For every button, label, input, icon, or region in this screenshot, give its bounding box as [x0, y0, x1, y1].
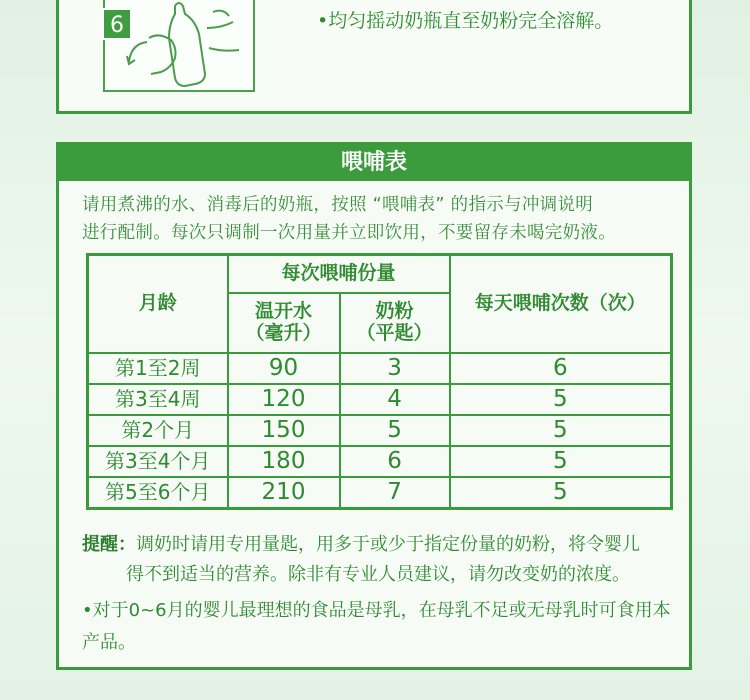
table-row: [88, 384, 672, 415]
reminder-label: 提醒：: [82, 534, 136, 555]
table-row: [88, 477, 672, 509]
step-number-badge: 6: [102, 8, 132, 40]
cell-water: 210: [228, 477, 340, 509]
header-water: [228, 293, 340, 353]
cell-age: 第3至4个月: [88, 446, 228, 477]
header-water-label: 温开水: [254, 299, 312, 322]
cell-powder: 4: [340, 384, 450, 415]
header-daily-times: 每天喂哺次数（次）: [450, 255, 672, 353]
cell-water: 180: [228, 446, 340, 477]
cell-times: 5: [450, 446, 672, 477]
cell-age: 第3至4周: [88, 384, 228, 415]
cell-water: 150: [228, 415, 340, 446]
reminder-line-1: 调奶时请用专用量匙，用多于或少于指定份量的奶粉，将令婴儿: [136, 534, 640, 555]
table-row: [88, 353, 672, 384]
step-card: [56, 0, 692, 114]
breastfeeding-note: •对于0~6月的婴儿最理想的食品是母乳，在母乳不足或无母乳时可食用本产品。: [82, 600, 671, 653]
header-water-unit: （毫升）: [245, 321, 322, 344]
feeding-chart-title: 喂哺表: [59, 145, 689, 181]
hand-shaking-bottle-icon: [105, 0, 253, 90]
cell-age: 第2个月: [88, 415, 228, 446]
cell-age: 第1至2周: [88, 353, 228, 384]
cell-powder: 6: [340, 446, 450, 477]
intro-line-2: 进行配制。每次只调制一次用量并立即饮用，不要留存未喝完奶液。: [82, 223, 616, 243]
cell-water: 90: [228, 353, 340, 384]
cell-powder: 7: [340, 477, 450, 509]
cell-times: 5: [450, 384, 672, 415]
table-row: [88, 415, 672, 446]
header-powder-unit: （平匙）: [356, 321, 433, 344]
step-instruction: •均匀摇动奶瓶直至奶粉完全溶解。: [317, 10, 614, 32]
header-age: 月龄: [88, 255, 228, 353]
header-powder: [340, 293, 450, 353]
header-powder-label: 奶粉: [375, 299, 414, 322]
cell-times: 6: [450, 353, 672, 384]
cell-water: 120: [228, 384, 340, 415]
cell-times: 5: [450, 415, 672, 446]
feeding-table: [86, 253, 673, 510]
intro-line-1: 请用煮沸的水、消毒后的奶瓶，按照 “喂哺表” 的指示与冲调说明: [82, 195, 594, 215]
reminder-note: [82, 530, 682, 590]
table-row: [88, 446, 672, 477]
cell-powder: 3: [340, 353, 450, 384]
cell-times: 5: [450, 477, 672, 509]
cell-age: 第5至6个月: [88, 477, 228, 509]
cell-powder: 5: [340, 415, 450, 446]
header-per-feed: 每次喂哺份量: [228, 255, 450, 293]
shake-bottle-illustration: [103, 0, 255, 92]
feeding-chart-card: [56, 142, 692, 670]
reminder-line-2: 得不到适当的营养。除非有专业人员建议，请勿改变奶的浓度。: [126, 564, 630, 585]
